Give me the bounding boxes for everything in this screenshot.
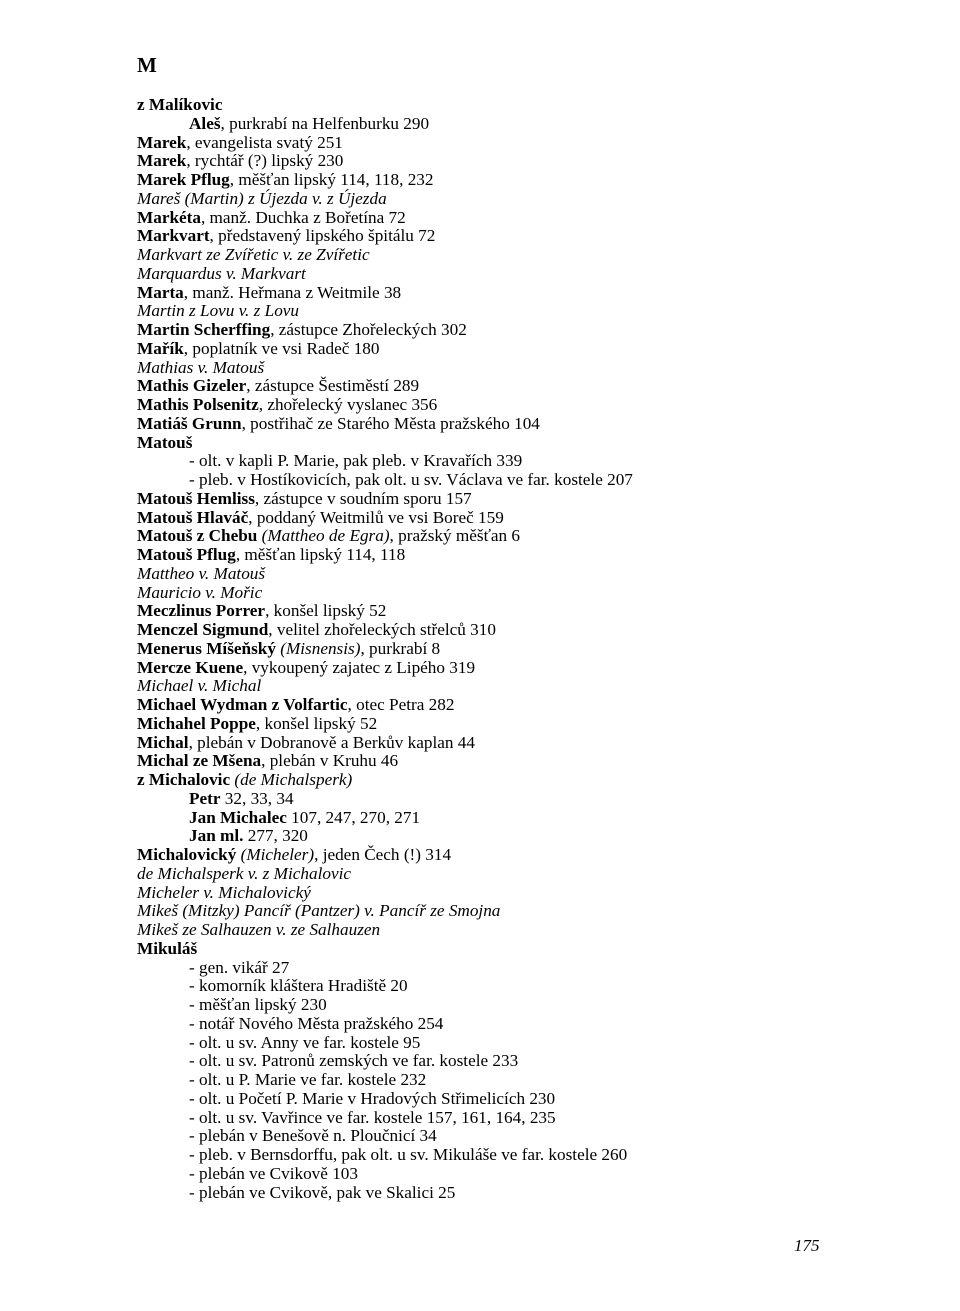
index-entry [137, 977, 837, 996]
section-letter: M [137, 53, 157, 77]
entry-headword: z Malíkovic [137, 95, 223, 114]
entry-text: , manž. Duchka z Bořetína 72 [200, 207, 406, 227]
entry-text: , zhořelecký vyslanec 356 [258, 395, 438, 414]
index-entry [137, 1127, 837, 1146]
entry-headword: Matouš [137, 432, 193, 452]
entry-text: , jeden Čech (!) 314 [314, 845, 452, 864]
index-entry [137, 1165, 837, 1184]
entry-text: 107, 247, 270, 271 [286, 807, 421, 827]
entry-headword: Martin Scherffing [137, 320, 271, 339]
entry-italic-text: Martin z Lovu v. z Lovu [137, 301, 300, 321]
entry-headword: Mathis Gizeler [137, 376, 247, 396]
entry-text: - olt. u Početí P. Marie v Hradových Střimelicích 230 [189, 1088, 556, 1108]
entry-headword: Michalovický [137, 845, 241, 864]
entry-italic-text: (Mattheo de Egra) [261, 526, 390, 546]
index-entry [137, 902, 837, 921]
entry-headword: Meczlinus Porrer [137, 601, 266, 621]
entry-headword: Marek Pflug [137, 170, 230, 189]
index-entry [137, 377, 837, 396]
entry-text: , představený lipského špitálu 72 [209, 226, 436, 246]
index-entry [137, 696, 837, 715]
entry-italic-text: de Michalsperk v. z Michalovic [137, 863, 351, 883]
entry-headword: Markvart [137, 226, 210, 246]
index-entry [137, 827, 837, 846]
index-entry [137, 340, 837, 359]
index-entry [137, 1090, 837, 1109]
entry-headword: z Michalovic [137, 770, 235, 789]
index-entry [137, 959, 837, 978]
index-entry [137, 1109, 837, 1128]
entry-text: - plebán ve Cvikově 103 [189, 1163, 358, 1183]
index-entry [137, 1034, 837, 1053]
entry-italic-text: Marquardus v. Markvart [137, 263, 306, 283]
index-entry [137, 115, 837, 134]
entry-text: - plebán v Benešově n. Ploučnicí 34 [189, 1126, 437, 1146]
index-entry [137, 865, 837, 884]
index-entry [137, 790, 837, 809]
index-entry [137, 996, 837, 1015]
entry-italic-text: Mattheo v. Matouš [137, 563, 266, 583]
index-entry [137, 209, 837, 228]
index-entry [137, 1015, 837, 1034]
index-entry [137, 246, 837, 265]
index-entry [137, 602, 837, 621]
entry-italic-text: Mauricio v. Mořic [137, 582, 263, 602]
index-entry [137, 846, 837, 865]
entry-text: , manž. Heřmana z Weitmile 38 [183, 282, 402, 302]
index-entry [137, 171, 837, 190]
entry-text: - olt. u P. Marie ve far. kostele 232 [189, 1070, 427, 1089]
entry-text: - pleb. v Bernsdorffu, pak olt. u sv. Mikuláše ve far. kostele 260 [189, 1145, 628, 1164]
index-entry [137, 284, 837, 303]
entry-text: - olt. u sv. Patronů zemských ve far. kostele 233 [189, 1051, 519, 1071]
entry-text: , velitel zhořeleckých střelců 310 [268, 620, 496, 639]
entry-text: , poddaný Weitmilů ve vsi Boreč 159 [248, 507, 504, 527]
entry-headword: Matouš Hlaváč [137, 507, 249, 527]
index-entry [137, 227, 837, 246]
entry-headword: Mercze Kuene [137, 657, 244, 677]
entry-headword: Menerus Míšeňský [137, 638, 281, 658]
entry-text: - gen. vikář 27 [189, 957, 290, 977]
entry-text: , plebán v Dobranově a Berkův kaplan 44 [188, 732, 475, 752]
entry-headword: Marek [137, 132, 187, 152]
index-entry [137, 527, 837, 546]
entry-italic-text: Mikeš ze Salhauzen v. ze Salhauzen [137, 920, 381, 939]
index-entry [137, 96, 837, 115]
index-entry [137, 884, 837, 903]
index-entry [137, 1052, 837, 1071]
entry-text: - notář Nového Města pražského 254 [189, 1013, 444, 1033]
entry-headword: Marta [137, 282, 184, 302]
entry-text: , otec Petra 282 [347, 695, 455, 714]
entry-text: - plebán ve Cvikově, pak ve Skalici 25 [189, 1182, 456, 1202]
entry-headword: Matouš z Chebu [137, 526, 262, 546]
index-entry [137, 434, 837, 453]
entry-italic-text: Mareš (Martin) z Újezda v. z Újezda [137, 188, 387, 208]
entry-text: , rychtář (?) lipský 230 [186, 151, 344, 171]
index-entry [137, 677, 837, 696]
index-entry [137, 621, 837, 640]
entry-text: , zástupce v soudním sporu 157 [254, 488, 472, 508]
index-entry [137, 752, 837, 771]
entry-headword: Aleš [189, 113, 221, 133]
entry-headword: Mathis Polsenitz [137, 395, 259, 414]
index-entries [137, 96, 837, 1202]
index-entry [137, 734, 837, 753]
entry-headword: Jan Michalec [189, 807, 287, 827]
entry-text: - pleb. v Hostíkovicích, pak olt. u sv. Václava ve far. kostele 207 [189, 470, 633, 489]
entry-italic-text: Michael v. Michal [137, 676, 262, 696]
entry-headword: Matiáš Grunn [137, 413, 242, 433]
entry-text: 32, 33, 34 [220, 788, 294, 808]
index-entry [137, 546, 837, 565]
index-entry [137, 152, 837, 171]
entry-italic-text: Mikeš (Mitzky) Pancíř (Pantzer) v. Pancíř ze Smojna [137, 901, 501, 921]
index-entry [137, 1184, 837, 1203]
index-entry [137, 490, 837, 509]
index-entry [137, 415, 837, 434]
entry-headword: Matouš Hemliss [137, 488, 255, 508]
entry-headword: Menczel Sigmund [137, 620, 269, 639]
index-entry [137, 452, 837, 471]
index-entry [137, 302, 837, 321]
entry-text: , měšťan lipský 114, 118, 232 [229, 170, 434, 189]
index-entry [137, 940, 837, 959]
index-entry [137, 134, 837, 153]
entry-text: , evangelista svatý 251 [186, 132, 343, 152]
entry-text: - olt. v kapli P. Marie, pak pleb. v Kravařích 339 [189, 451, 523, 471]
index-entry [137, 640, 837, 659]
entry-italic-text: (de Michalsperk) [234, 770, 353, 789]
entry-text: , zástupce Šestiměstí 289 [246, 376, 420, 396]
entry-headword: Michal [137, 732, 189, 752]
index-entry [137, 396, 837, 415]
entry-text: , konšel lipský 52 [255, 713, 378, 733]
index-entry [137, 359, 837, 378]
index-entry [137, 565, 837, 584]
entry-text: , pražský měšťan 6 [389, 526, 521, 546]
index-entry [137, 921, 837, 940]
entry-italic-text: Mathias v. Matouš [137, 357, 265, 377]
index-entry [137, 1146, 837, 1165]
index-entry [137, 584, 837, 603]
entry-text: , postřihač ze Starého Města pražského 104 [241, 413, 540, 433]
index-entry [137, 771, 837, 790]
entry-text: , purkrabí na Helfenburku 290 [220, 113, 430, 133]
entry-text: , purkrabí 8 [360, 638, 441, 658]
index-entry [137, 321, 837, 340]
index-entry [137, 471, 837, 490]
entry-italic-text: Markvart ze Zvířetic v. ze Zvířetic [137, 245, 370, 264]
entry-italic-text: Micheler v. Michalovický [137, 882, 311, 902]
entry-headword: Marek [137, 151, 187, 171]
index-entry [137, 659, 837, 678]
entry-text: , plebán v Kruhu 46 [261, 751, 399, 771]
entry-text: , poplatník ve vsi Radeč 180 [183, 338, 380, 358]
entry-text: , měšťan lipský 114, 118 [235, 545, 406, 564]
entry-text: 277, 320 [243, 826, 308, 846]
entry-headword: Petr [189, 788, 221, 808]
entry-text: - komorník kláštera Hradiště 20 [189, 976, 408, 996]
entry-text: , zástupce Zhořeleckých 302 [270, 320, 467, 339]
entry-headword: Jan ml. [189, 826, 244, 846]
entry-headword: Mařík [137, 338, 184, 358]
entry-headword: Michahel Poppe [137, 713, 256, 733]
entry-text: , vykoupený zajatec z Lipého 319 [243, 657, 476, 677]
page-number: 175 [794, 1236, 820, 1255]
entry-headword: Matouš Pflug [137, 545, 236, 564]
entry-italic-text: (Misnensis) [280, 638, 361, 658]
entry-headword: Michael Wydman z Volfartic [137, 695, 348, 714]
entry-text: - olt. u sv. Anny ve far. kostele 95 [189, 1032, 421, 1052]
index-entry [137, 809, 837, 828]
index-entry [137, 509, 837, 528]
index-entry [137, 1071, 837, 1090]
entry-text: - měšťan lipský 230 [189, 995, 327, 1014]
entry-headword: Mikuláš [137, 938, 198, 958]
index-entry [137, 715, 837, 734]
entry-italic-text: (Micheler) [240, 845, 315, 864]
entry-text: , konšel lipský 52 [265, 601, 387, 621]
entry-headword: Michal ze Mšena [137, 751, 262, 771]
index-entry [137, 190, 837, 209]
index-entry [137, 265, 837, 284]
entry-headword: Markéta [137, 207, 201, 227]
entry-text: - olt. u sv. Vavřince ve far. kostele 157, 161, 164, 235 [189, 1107, 556, 1127]
